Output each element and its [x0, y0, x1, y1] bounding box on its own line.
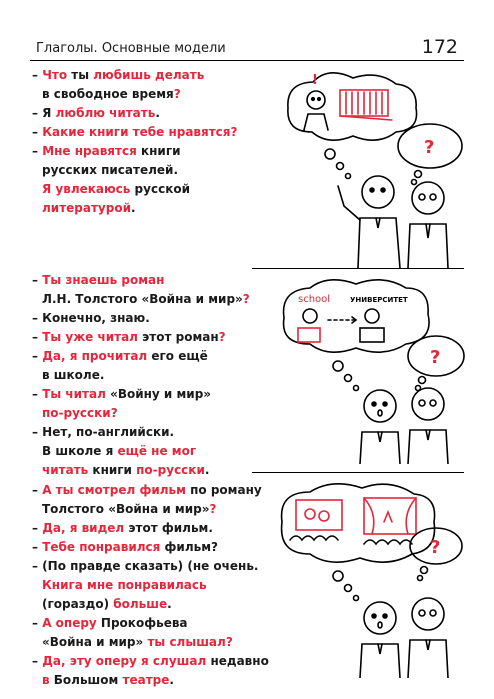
highlighted-phrase: ещё не мог [117, 444, 197, 458]
illustration-novel [268, 274, 468, 464]
page-header [30, 30, 464, 61]
plain-phrase: – Конечно, знаю. [32, 311, 150, 325]
highlighted-phrase: любишь делать [93, 68, 205, 82]
dialog-line [32, 85, 282, 104]
highlighted-phrase: Да, я прочитал [42, 349, 148, 363]
highlighted-phrase: Книга мне понравилась [42, 578, 207, 592]
highlighted-phrase: Да, я видел [42, 521, 125, 535]
dialog-line [32, 442, 282, 461]
plain-phrase: этот роман [137, 330, 219, 344]
plain-phrase: . [155, 106, 160, 120]
plain-phrase: по роману [185, 483, 262, 497]
plain-phrase: – [32, 144, 43, 158]
plain-phrase: этот фильм. [124, 521, 213, 535]
dialog-line [32, 519, 282, 538]
plain-phrase: Большом [49, 673, 123, 687]
plain-phrase: «Войну и мир» [105, 387, 212, 401]
dialog-line [32, 500, 282, 519]
dialog-line [32, 161, 282, 180]
plain-phrase: недавно [206, 654, 269, 668]
highlighted-phrase: в [42, 673, 50, 687]
plain-phrase: – Нет, по-английски. [32, 425, 175, 439]
dialog-line [32, 180, 282, 199]
dialog-line [32, 557, 282, 576]
plain-phrase: – (По правде сказать) (не очень. [32, 559, 259, 573]
plain-phrase: в свободное время [42, 87, 174, 101]
plain-phrase: – [32, 540, 43, 554]
plain-phrase: (гораздо) [42, 597, 114, 611]
highlighted-phrase: А оперу [42, 616, 97, 630]
plain-phrase: – [32, 387, 43, 401]
highlighted-phrase: по-русски? [42, 406, 118, 420]
plain-phrase: – [32, 273, 43, 287]
question-mark: ? [430, 347, 441, 368]
dialog-line [32, 576, 282, 595]
dialog-line [32, 671, 282, 690]
highlighted-phrase: Мне нравятся [42, 144, 137, 158]
plain-phrase: . [204, 463, 210, 477]
dialog-line [32, 104, 282, 123]
plain-phrase: Толстого «Война и мир» [42, 502, 210, 516]
dialog-line [32, 423, 282, 442]
highlighted-phrase: читать [42, 463, 89, 477]
highlighted-phrase: люблю читать [55, 106, 156, 120]
question-mark: ? [424, 137, 435, 158]
plain-phrase: – Я [32, 106, 56, 120]
dialog-line [32, 309, 282, 328]
highlighted-phrase: ты слышал? [147, 635, 233, 649]
dialog-block-reading [32, 66, 282, 218]
dialog-line [32, 271, 282, 290]
dialog-line [32, 385, 282, 404]
dialog-line [32, 633, 282, 652]
plain-phrase: . [167, 597, 172, 611]
illustration-reading [268, 68, 468, 268]
highlighted-phrase: Я увлекаюсь [42, 182, 131, 196]
illustration-film-opera [268, 478, 468, 678]
dialog-line [32, 538, 282, 557]
exclaim-mark: ! [312, 73, 318, 88]
dialog-line [32, 652, 282, 671]
plain-phrase: фильм? [160, 540, 218, 554]
highlighted-phrase: театре [122, 673, 170, 687]
question-mark: ? [430, 537, 441, 558]
plain-phrase: . [169, 673, 174, 687]
highlighted-phrase: Ты читал [42, 387, 106, 401]
plain-phrase: русской [130, 182, 190, 196]
highlighted-phrase: Да, эту оперу я слушал [42, 654, 207, 668]
dialog-line [32, 290, 282, 309]
plain-phrase: – [32, 654, 43, 668]
plain-phrase: . [131, 201, 136, 215]
dialog-line [32, 366, 282, 385]
dialog-line [32, 614, 282, 633]
dialog-line [32, 595, 282, 614]
plain-phrase: – [32, 521, 43, 535]
dialog-line [32, 481, 282, 500]
dialog-line [32, 328, 282, 347]
highlighted-phrase: ? [218, 330, 226, 344]
dialog-line [32, 123, 282, 142]
plain-phrase: В школе я [42, 444, 118, 458]
school-label: school [298, 294, 331, 305]
highlighted-phrase: Ты знаешь роман [42, 273, 165, 287]
highlighted-phrase: Тебе понравился [42, 540, 161, 554]
dialog-line [32, 199, 282, 218]
plain-phrase: Л.Н. Толстого «Война и мир» [42, 292, 243, 306]
section-divider [252, 268, 464, 269]
dialog-block-novel [32, 271, 282, 480]
highlighted-phrase: Что [42, 68, 68, 82]
highlighted-phrase: ? [242, 292, 250, 306]
highlighted-phrase: ? [173, 87, 181, 101]
dialog-line [32, 404, 282, 423]
highlighted-phrase: А ты смотрел фильм [42, 483, 186, 497]
plain-phrase: его ещё [147, 349, 208, 363]
highlighted-phrase: Какие книги тебе нравятся? [42, 125, 238, 139]
dialog-line [32, 347, 282, 366]
plain-phrase: – [32, 483, 43, 497]
dialog-line [32, 66, 282, 85]
plain-phrase: «Война и мир» [42, 635, 148, 649]
plain-phrase: Прокофьева [96, 616, 188, 630]
chapter-title: Глаголы. Основные модели [36, 41, 226, 56]
plain-phrase: – [32, 125, 43, 139]
highlighted-phrase: ? [209, 502, 217, 516]
page-number: 172 [421, 36, 458, 58]
highlighted-phrase: больше [113, 597, 168, 611]
plain-phrase: русских писателей. [42, 163, 179, 177]
section-divider [252, 472, 464, 473]
highlighted-phrase: литературой [42, 201, 131, 215]
dialog-block-film-opera [32, 481, 282, 690]
plain-phrase: – [32, 330, 43, 344]
highlighted-phrase: Ты уже читал [42, 330, 138, 344]
plain-phrase: книги [136, 144, 181, 158]
plain-phrase: ты [67, 68, 94, 82]
plain-phrase: – [32, 616, 43, 630]
dialog-line [32, 142, 282, 161]
university-label: УНИВЕРСИТЕТ [350, 296, 408, 304]
plain-phrase: в школе. [42, 368, 105, 382]
highlighted-phrase: по-русски [136, 463, 205, 477]
plain-phrase: книги [88, 463, 137, 477]
plain-phrase: – [32, 349, 43, 363]
dialog-line [32, 461, 282, 480]
plain-phrase: – [32, 68, 43, 82]
